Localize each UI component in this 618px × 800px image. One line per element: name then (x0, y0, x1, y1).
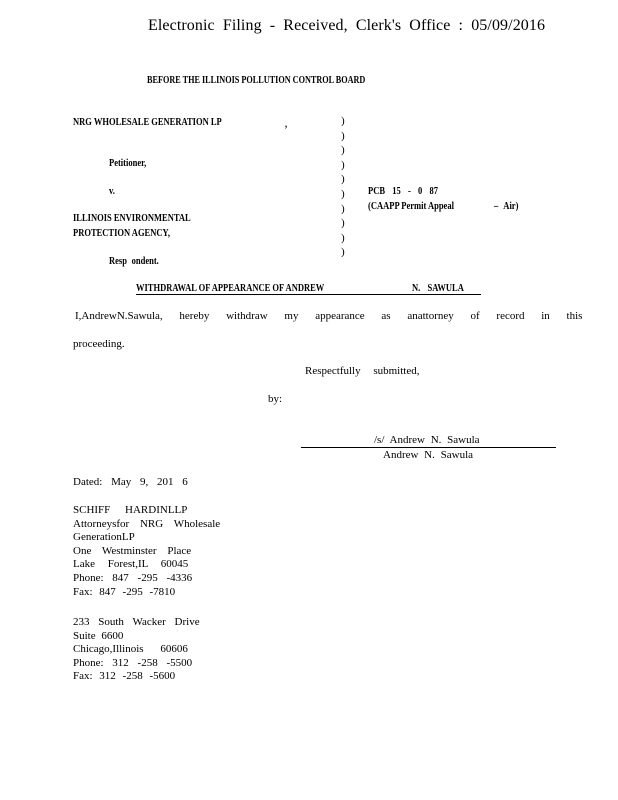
office2-suite: Suite 6600 (73, 629, 124, 642)
closing: Respectfully submitted, (305, 365, 420, 377)
petitioner-comma: , (285, 119, 288, 130)
filing-stamp: Electronic Filing - Received, Clerk's Office : 05/09/2016 (148, 17, 546, 34)
by-label: by: (268, 393, 283, 405)
attorneys-for: Attorneysfor NRG Wholesale (73, 517, 221, 530)
respondent-line-2: PROTECTION AGENCY, (73, 228, 170, 239)
respondent-line-1: ILLINOIS ENVIRONMENTAL (73, 213, 191, 224)
signer-name: Andrew N. Sawula (383, 449, 474, 461)
electronic-signature: /s/ Andrew N. Sawula (374, 434, 480, 446)
case-type-end: – Air) (494, 201, 519, 212)
office2-fax: Fax: 312 -258 -5600 (73, 670, 176, 683)
office2-city: Chicago,Illinois 60606 (73, 643, 188, 656)
case-type: (CAAPP Permit Appeal (368, 201, 454, 212)
firm-name: SCHIFF HARDINLLP (73, 504, 188, 516)
office2-block (73, 616, 200, 684)
caption-parentheses: ) ) ) ) ) ) ) ) ) ) (341, 115, 345, 259)
date-line: Dated: May 9, 201 6 (73, 476, 188, 488)
withdrawal-statement: I,AndrewN.Sawula, hereby withdraw my appearance as anattorney of record in this (75, 310, 583, 322)
office1-fax: Fax: 847 -295 -7810 (73, 585, 176, 598)
withdrawal-statement-end: proceeding. (73, 338, 125, 350)
respondent-label: Resp ondent. (109, 256, 159, 267)
firm-block (73, 504, 220, 599)
title-underline (136, 294, 481, 295)
versus: v. (109, 186, 115, 197)
petitioner-name: NRG WHOLESALE GENERATION LP (73, 117, 222, 128)
attorneys-for-client: GenerationLP (73, 531, 135, 544)
petitioner-label: Petitioner, (109, 158, 147, 169)
office1-phone: Phone: 847 -295 -4336 (73, 571, 193, 584)
board-title: BEFORE THE ILLINOIS POLLUTION CONTROL BOARD (147, 75, 366, 86)
document-title-name: N. SAWULA (412, 283, 464, 294)
signature-line (301, 447, 556, 448)
office1-city: Lake Forest,IL 60045 (73, 558, 189, 571)
office2-phone: Phone: 312 -258 -5500 (73, 656, 193, 669)
office2-street: 233 South Wacker Drive (73, 616, 200, 628)
case-number: PCB 15 - 0 87 (368, 186, 438, 197)
document-title: WITHDRAWAL OF APPEARANCE OF ANDREW (136, 283, 325, 294)
office1-street: One Westminster Place (73, 544, 192, 557)
